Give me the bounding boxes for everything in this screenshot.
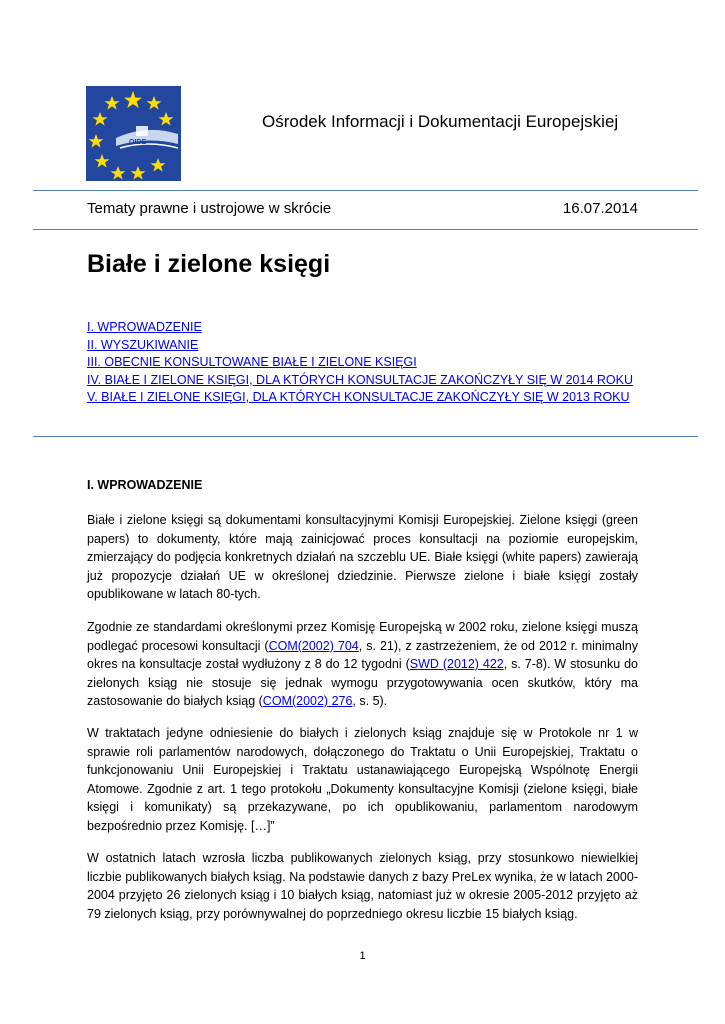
section-heading: I. WPROWADZENIE bbox=[87, 478, 203, 492]
toc-link-search[interactable]: II. WYSZUKIWANIE bbox=[87, 337, 199, 352]
toc-item bbox=[87, 337, 633, 355]
paragraph-2-text-3: , s. 7-8). W stosunku do zielonych ksiąg nie stosuje się jednak wymogu przygotowywania ocen skutków, który ma zastosowanie do białych ksiąg ( bbox=[87, 657, 638, 708]
toc-link-closed-2014[interactable]: IV. BIAŁE I ZIELONE KSIĘGI, DLA KTÓRYCH KONSULTACJE ZAKOŃCZYŁY SIĘ W 2014 ROKU bbox=[87, 372, 634, 387]
toc-item bbox=[87, 319, 633, 337]
toc-item bbox=[87, 389, 633, 407]
page-number: 1 bbox=[359, 950, 366, 962]
paragraph-4: W ostatnich latach wzrosła liczba publikowanych zielonych ksiąg, przy stosunkowo niewielkiej liczbie publikowanych białych ksiąg. Na podstawie danych z bazy PreLex wynika, że w latach 2000-2004 przyjęto 26 zielonych ksiąg i 10 białych ksiąg, natomiast już w okresie 2005-2012 przyjęto aż 79 zielonych ksiąg, przy porównywalnej do poprzedniego okresu liczbie 15 białych ksiąg. bbox=[87, 851, 638, 921]
header-rule-top bbox=[33, 190, 698, 191]
document-date: 16.07.2014 bbox=[562, 200, 638, 217]
document-subtitle: Tematy prawne i ustrojowe w skrócie bbox=[87, 200, 332, 217]
toc-item bbox=[87, 372, 633, 390]
page-title: Białe i zielone księgi bbox=[87, 250, 331, 278]
toc-link-current-consultations[interactable]: III. OBECNIE KONSULTOWANE BIAŁE I ZIELONE KSIĘGI bbox=[87, 355, 417, 369]
paragraph-2-text-4: , s. 5). bbox=[352, 694, 388, 708]
toc-divider bbox=[33, 436, 698, 437]
paragraph-3: W traktatach jedyne odniesienie do białych i zielonych ksiąg znajduje się w Protokole nr 1 w sprawie roli parlamentów narodowych, dołączonego do Traktatu o Unii Europejskiej, Traktatu o funkcjonowaniu Unii Europejskiej i Traktatu ustanawiającego Europejską Wspólnotę Energii Atomowe. Zgodnie z art. 1 tego protokołu „Dokumenty konsultacyjne Komisji (zielone księgi, białe księgi i komunikaty) są przekazywane, po ich opublikowaniu, parlamentom narodowym bezpośrednio przez Komisję. […]” bbox=[87, 726, 638, 833]
paragraph-2-text-1: Zgodnie ze standardami określonymi przez Komisję Europejską w 2002 roku, zielone księgi muszą podlegać procesowi konsultacji ( bbox=[87, 620, 638, 653]
link-com-2002-704[interactable]: COM(2002) 704 bbox=[268, 638, 359, 653]
toc-link-closed-2013[interactable]: V. BIAŁE I ZIELONE KSIĘGI, DLA KTÓRYCH KONSULTACJE ZAKOŃCZYŁY SIĘ W 2013 ROKU bbox=[87, 390, 630, 404]
oide-logo bbox=[86, 86, 181, 181]
table-of-contents bbox=[87, 319, 633, 407]
link-swd-2012-422[interactable]: SWD (2012) 422 bbox=[409, 657, 504, 671]
paragraph-2-text-2: , s. 21), z zastrzeżeniem, że od 2012 r. minimalny okres na konsultacje został wydłużony z 8 do 12 tygodni ( bbox=[87, 638, 639, 671]
header-rule-bottom bbox=[33, 229, 698, 230]
toc-item bbox=[87, 354, 633, 372]
logo-text: OIDE bbox=[129, 139, 147, 146]
link-com-2002-276[interactable]: COM(2002) 276 bbox=[262, 694, 353, 708]
organization-name: Ośrodek Informacji i Dokumentacji Europejskiej bbox=[262, 112, 619, 131]
paragraph-1: Białe i zielone księgi są dokumentami konsultacyjnymi Komisji Europejskiej. Zielone księgi (green papers) to dokumenty, które mają zainicjować proces konsultacji na poziomie europejskim, zmierzający do podjęcia konkretnych działań na szczeblu UE. Białe księgi (white papers) zawierają już propozycje działań UE w określonej dziedzinie. Pierwsze zielone i białe księgi zostały opublikowane w latach 80-tych. bbox=[87, 513, 638, 601]
toc-link-introduction[interactable]: I. WPROWADZENIE bbox=[87, 320, 202, 334]
paragraph-2 bbox=[87, 618, 638, 711]
